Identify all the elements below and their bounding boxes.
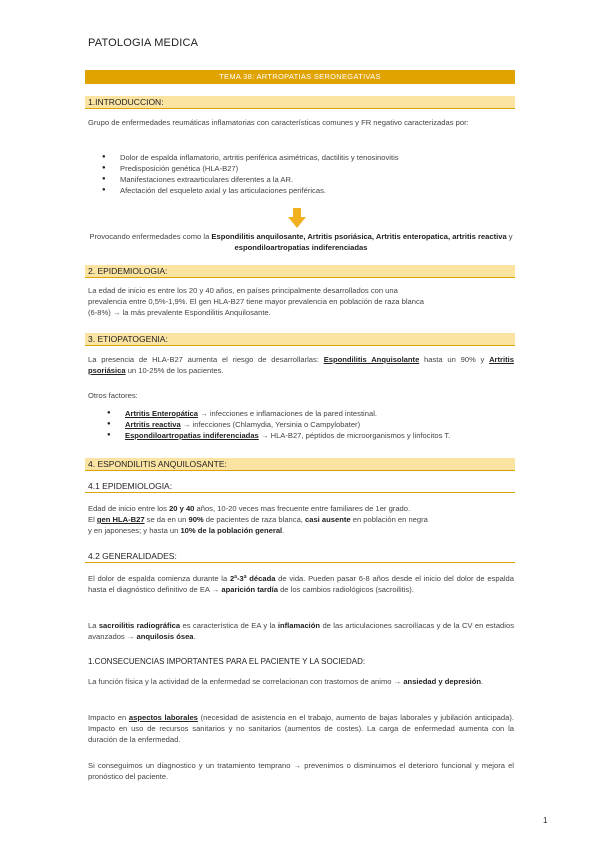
disease-list-bold: espondiloartropatias indiferenciadas: [234, 243, 368, 252]
ea-epidemiology-paragraph: Edad de inicio entre los 20 y 40 años, 10-20 veces mas frecuente entre familiares de 1er grado. El gen HLA-B27 se da en un 90% de pacientes de raza blanca, casi ausente en población en negra y en japoneses; y hasta un 10% de la población general.: [88, 504, 428, 535]
intro-conclusion: Provocando enfermedades como la Espondilitis anquilosante, Artritis psoriásica, Artritis enteropatica, artritis reactiva y espondiloartropatias indiferenciadas: [89, 232, 513, 252]
list-item: ● Dolor de espalda inflamatorio, artritis periférica asimétricas, dactilitis y tenosinovitis: [102, 152, 399, 163]
etiopathogenesis-paragraph: La presencia de HLA-B27 aumenta el riesgo de desarrollarlas: Espondilitis Anquisolante hasta un 90% y Artritis psoriásica un 10-25% de los pacientes.: [88, 355, 514, 375]
list-item: ● Predisposición genética (HLA-B27): [102, 163, 399, 174]
consequences-paragraph-2: Impacto en aspectos laborales (necesidad de asistencia en el trabajo, aumento de bajas laborales y jubilación anticipada). Impacto en uso de recursos sanitarios y no sanitarios (aumentos de costes). La carga de enfermedad aumenta con la duración de la enfermedad.: [88, 713, 514, 744]
section-heading-etiopatogenia: 3. ETIOPATOGENIA:: [85, 333, 515, 346]
disease-list-bold: Espondilitis anquilosante, Artritis psoriásica, Artritis enteropatica, artritis reactiva: [211, 232, 507, 241]
list-item: ● Afectación del esqueleto axial y las articulaciones periféricas.: [102, 185, 399, 196]
section-heading-epidemiologia: 2. EPIDEMIOLOGIA:: [85, 265, 515, 278]
list-item: ● Manifestaciones extraarticulares diferentes a la AR.: [102, 174, 399, 185]
section-heading-espondilitis: 4. ESPONDILITIS ANQUILOSANTE:: [85, 458, 515, 471]
consequences-heading: 1.CONSECUENCIAS IMPORTANTES PARA EL PACIENTE Y LA SOCIEDAD:: [88, 657, 366, 666]
chapter-title: TEMA 38: ARTROPATIAS SERONEGATIVAS: [85, 70, 515, 84]
page-number: 1: [543, 816, 548, 825]
consequences-paragraph-1: La función física y la actividad de la enfermedad se correlacionan con trastornos de animo → ansiedad y depresión.: [88, 677, 484, 686]
factors-list: [107, 408, 450, 441]
consequences-paragraph-3: Si conseguimos un diagnostico y un tratamiento temprano → prevenimos o disminuimos el deterioro funcional y mejora el pronóstico del paciente.: [88, 761, 514, 781]
intro-paragraph: Grupo de enfermedades reumáticas inflamatorias con características comunes y FR negativo caracterizadas por:: [88, 118, 469, 127]
running-header: PATOLOGIA MEDICA: [88, 37, 199, 49]
ea-general-paragraph-1: El dolor de espalda comienza durante la 2ª-3ª década de vida. Pueden pasar 6-8 años desde el inicio del dolor de espalda hasta el diagnóstico definitivo de EA → aparición tardía de los cambios radiológicos (sacroilitis).: [88, 574, 514, 594]
epidemiology-paragraph: La edad de inicio es entre los 20 y 40 años, en países principalmente desarrollados con una prevalencia entre 0,5%-1,9%. El gen HLA-B27 tiene mayor prevalencia en población de raza blanca (6-8%) → la más prevalente Espondilitis Anquilosante.: [88, 286, 425, 317]
subsection-heading-generalidades: 4.2 GENERALIDADES:: [85, 550, 515, 563]
section-heading-introduccion: 1.INTRODUCCION:: [85, 96, 515, 109]
list-item: ● Artritis Enteropática → infecciones e inflamaciones de la pared intestinal.: [107, 408, 450, 419]
list-item: ● Artritis reactiva → infecciones (Chlamydia, Yersinia o Campylobater): [107, 419, 450, 430]
intro-bullet-list: [102, 152, 399, 196]
subsection-heading-epidemiologia: 4.1 EPIDEMIOLOGIA:: [85, 480, 515, 493]
other-factors-label: Otros factores:: [88, 391, 138, 400]
ea-general-paragraph-2: La sacroilitis radiográfica es característica de EA y la inflamación de las articulaciones sacroilíacas y de la CV en estadios avanzados → anquilosis ósea.: [88, 621, 514, 641]
list-item: ● Espondiloartropatias indiferenciadas → HLA-B27, péptidos de microorganismos y linfocitos T.: [107, 430, 450, 441]
arrow-down-icon: [288, 208, 306, 228]
